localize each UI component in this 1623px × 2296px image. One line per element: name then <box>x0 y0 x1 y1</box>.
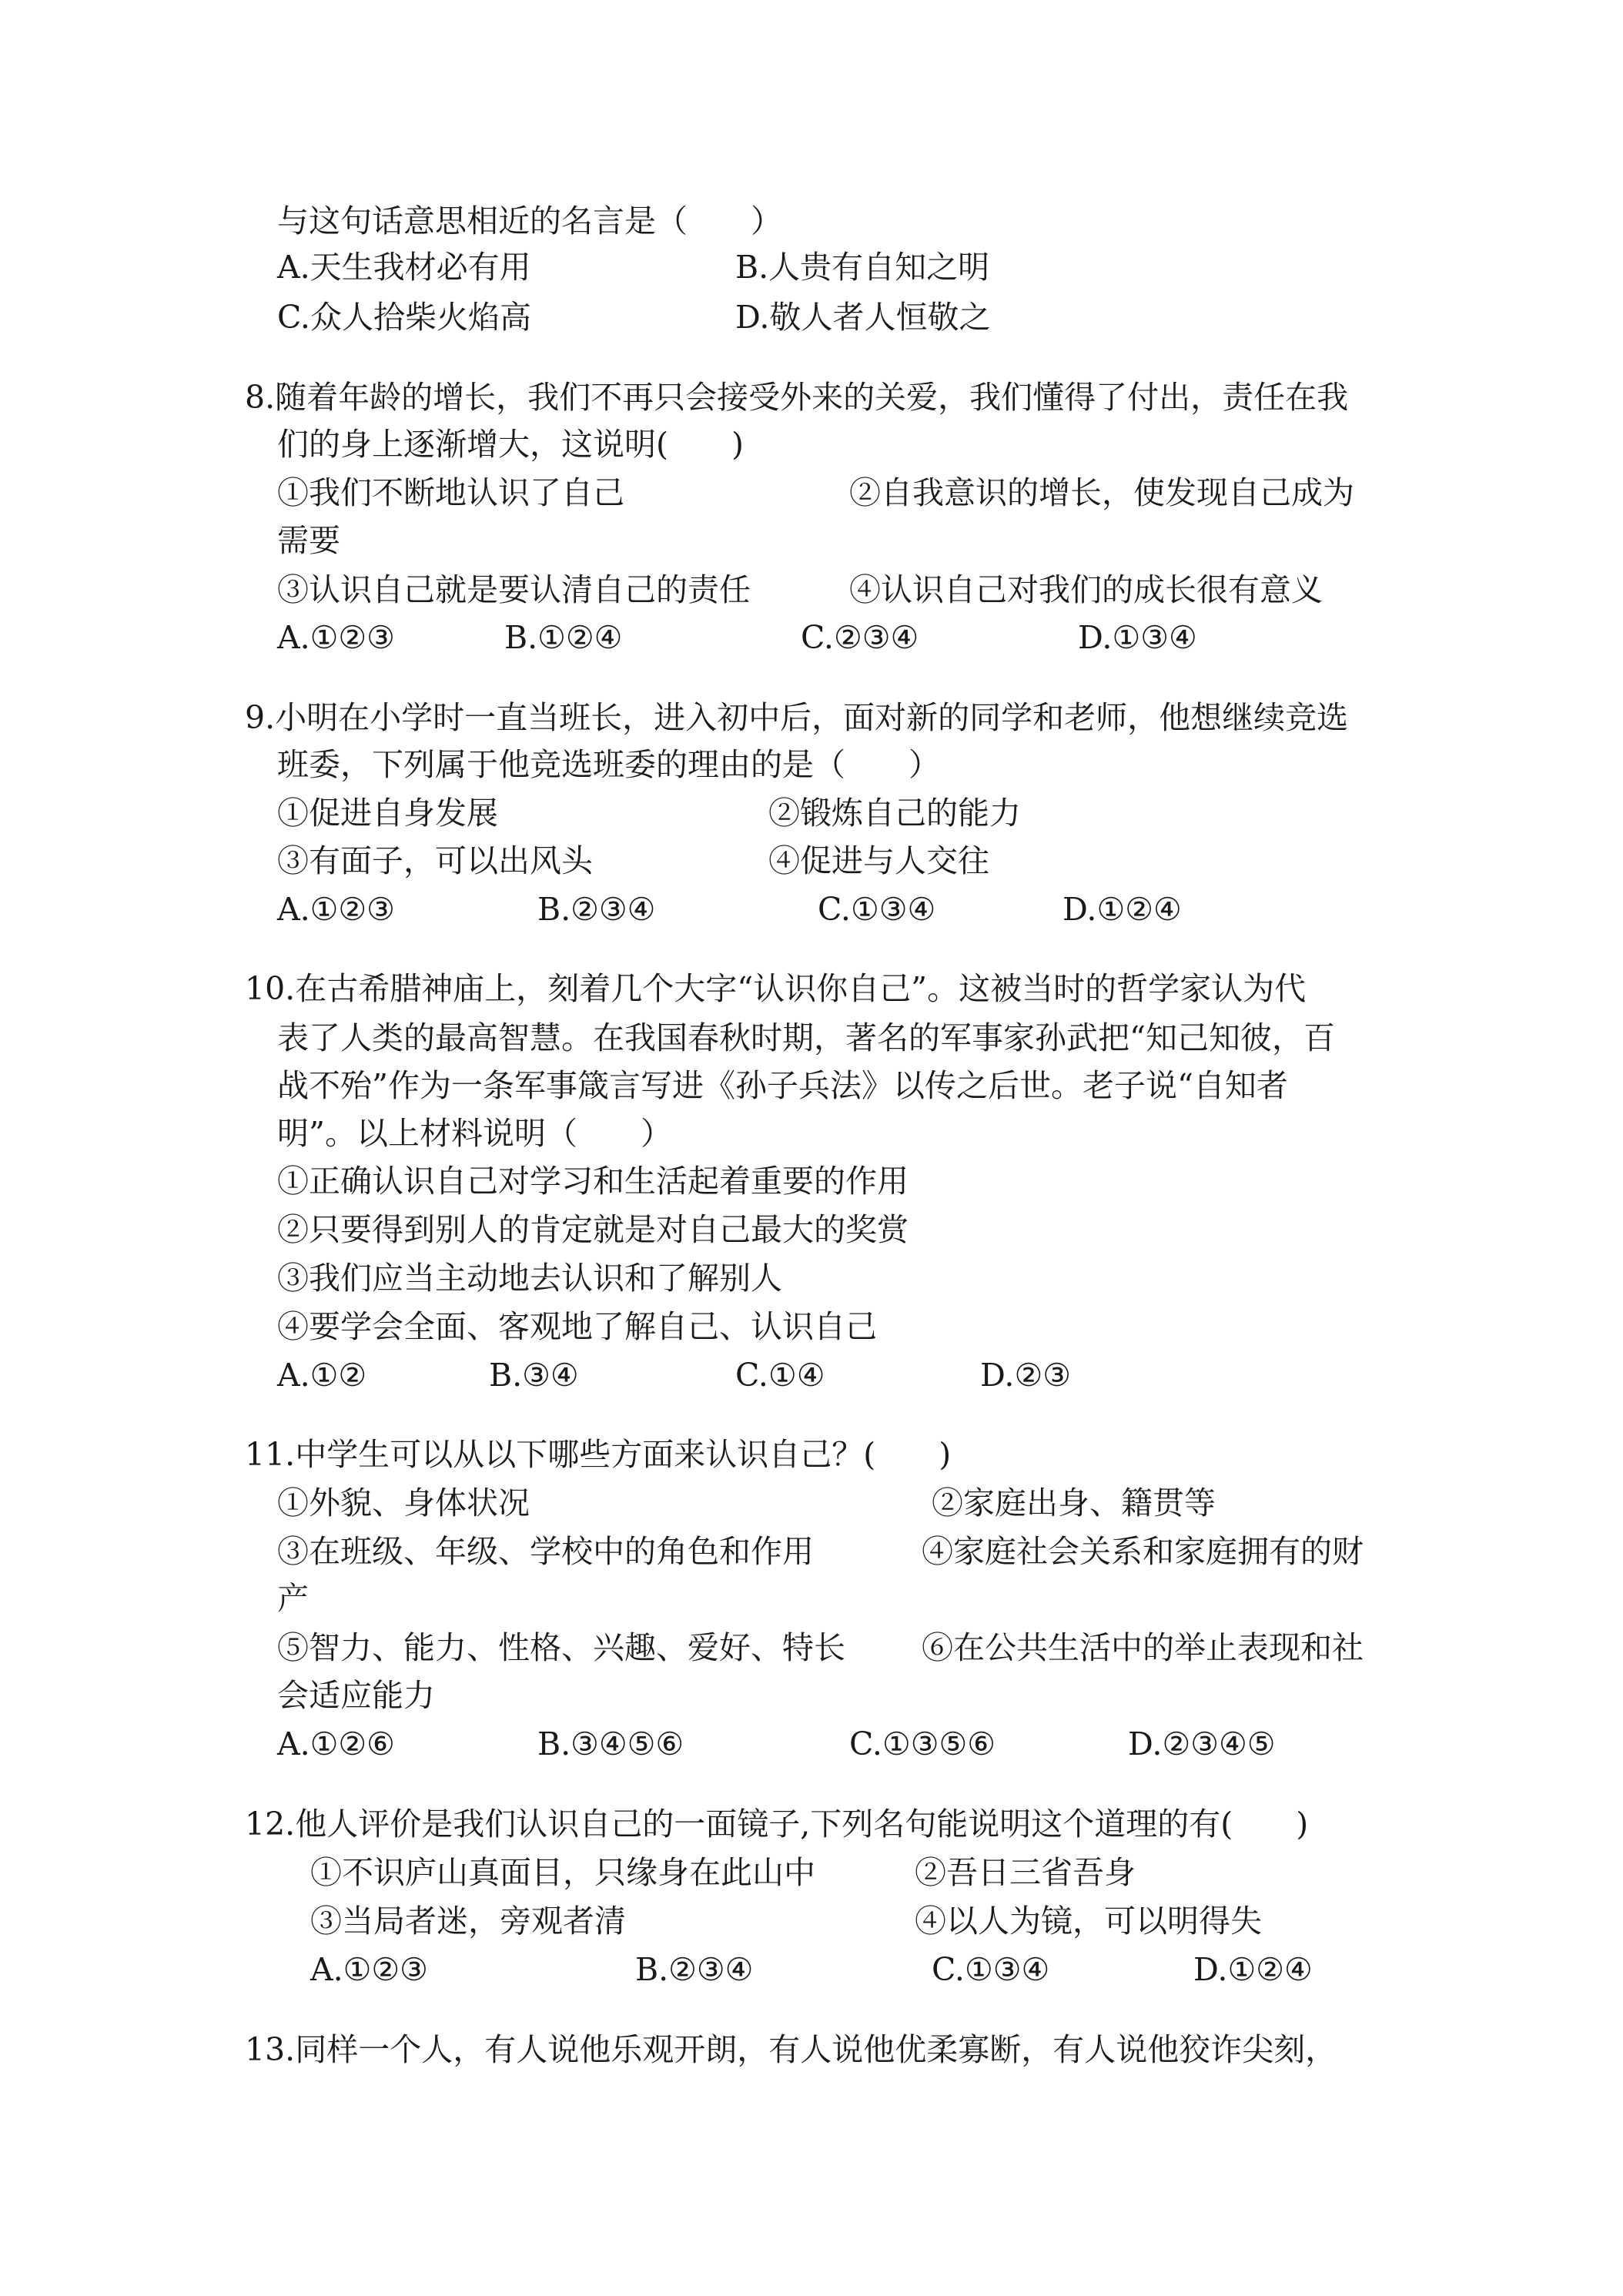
q11-option-d: D.②③④⑤ <box>1128 1725 1276 1762</box>
q8-statement-3: ③认识自己就是要认清自己的责任 <box>277 571 751 608</box>
q8-option-d: D.①③④ <box>1078 619 1197 656</box>
q11-statement-3: ③在班级、年级、学校中的角色和作用 <box>277 1533 814 1570</box>
q11-option-a: A.①②⑥ <box>277 1725 395 1762</box>
q8-statement-4: ④认识自己对我们的成长很有意义 <box>849 571 1323 608</box>
q9-statement-3: ③有面子，可以出风头 <box>277 842 593 879</box>
q11-statement-6-cont: 会适应能力 <box>277 1677 435 1714</box>
q8-statement-1: ①我们不断地认识了自己 <box>277 474 624 511</box>
q9-statement-2: ②锻炼自己的能力 <box>768 795 1021 832</box>
q11-statement-1: ①外貌、身体状况 <box>277 1484 530 1521</box>
q9-stem-line2: 班委，下列属于他竞选班委的理由的是（ ） <box>277 746 940 783</box>
q10-stem-line1: 10.在古希腊神庙上，刻着几个大字“认识你自己”。这被当时的哲学家认为代 <box>245 970 1307 1007</box>
q9-option-b: B.②③④ <box>537 891 656 928</box>
q10-statement-4: ④要学会全面、客观地了解自己、认识自己 <box>277 1308 877 1345</box>
q12-statement-2: ②吾日三省吾身 <box>915 1854 1136 1891</box>
q10-stem-line3: 战不殆”作为一条军事箴言写进《孙子兵法》以传之后世。老子说“自知者 <box>277 1067 1288 1104</box>
q9-option-c: C.①③④ <box>818 891 936 928</box>
q12-option-d: D.①②④ <box>1193 1951 1313 1988</box>
q10-statement-2: ②只要得到别人的肯定就是对自己最大的奖赏 <box>277 1211 909 1248</box>
q8-statement-2: ②自我意识的增长，使发现自己成为 <box>849 474 1354 511</box>
q8-statement-2-cont: 需要 <box>277 522 340 559</box>
q9-statement-4: ④促进与人交往 <box>768 842 989 879</box>
q7-option-a: A.天生我材必有用 <box>277 249 531 286</box>
q10-statement-3: ③我们应当主动地去认识和了解别人 <box>277 1260 782 1297</box>
q12-statement-4: ④以人为镜，可以明得失 <box>915 1903 1262 1940</box>
q8-stem-line1: 8.随着年龄的增长，我们不再只会接受外来的关爱，我们懂得了付出，责任在我 <box>245 379 1349 416</box>
q9-stem-line1: 9.小明在小学时一直当班长，进入初中后，面对新的同学和老师，他想继续竞选 <box>245 699 1349 736</box>
q8-option-a: A.①②③ <box>277 619 395 656</box>
q12-option-a: A.①②③ <box>310 1951 428 1988</box>
q11-statement-6: ⑥在公共生活中的举止表现和社 <box>922 1629 1364 1666</box>
q7-option-c: C.众人拾柴火焰高 <box>277 299 531 336</box>
q8-option-b: B.①②④ <box>504 619 623 656</box>
q7-option-b: B.人贵有自知之明 <box>735 249 990 286</box>
q10-statement-1: ①正确认识自己对学习和生活起着重要的作用 <box>277 1163 909 1200</box>
q10-option-d: D.②③ <box>980 1357 1071 1394</box>
q11-option-b: B.③④⑤⑥ <box>537 1725 684 1762</box>
q12-statement-3: ③当局者迷，旁观者清 <box>310 1903 626 1940</box>
q8-option-c: C.②③④ <box>801 619 919 656</box>
q11-option-c: C.①③⑤⑥ <box>849 1725 996 1762</box>
q10-option-b: B.③④ <box>489 1357 579 1394</box>
q11-statement-5: ⑤智力、能力、性格、兴趣、爱好、特长 <box>277 1629 845 1666</box>
q9-option-d: D.①②④ <box>1062 891 1182 928</box>
q9-statement-1: ①促进自身发展 <box>277 795 498 832</box>
q13-stem-line1: 13.同样一个人，有人说他乐观开朗，有人说他优柔寡断，有人说他狡诈尖刻， <box>245 2031 1337 2068</box>
q11-statement-4-cont: 产 <box>277 1580 309 1617</box>
q12-option-c: C.①③④ <box>932 1951 1050 1988</box>
q11-stem: 11.中学生可以从以下哪些方面来认识自己？( ) <box>245 1436 952 1473</box>
q10-stem-line4: 明”。以上材料说明（ ） <box>277 1115 672 1152</box>
q9-option-a: A.①②③ <box>277 891 395 928</box>
q12-option-b: B.②③④ <box>635 1951 754 1988</box>
q7-option-d: D.敬人者人恒敬之 <box>735 299 991 336</box>
q7-stem: 与这句话意思相近的名言是（ ） <box>277 202 782 239</box>
q8-stem-line2: 们的身上逐渐增大，这说明( ) <box>277 426 744 463</box>
q12-statement-1: ①不识庐山真面目，只缘身在此山中 <box>310 1854 815 1891</box>
q12-stem: 12.他人评价是我们认识自己的一面镜子,下列名句能说明这个道理的有( ) <box>245 1806 1309 1842</box>
q10-option-a: A.①② <box>277 1357 367 1394</box>
q11-statement-4: ④家庭社会关系和家庭拥有的财 <box>922 1533 1364 1570</box>
q10-option-c: C.①④ <box>735 1357 825 1394</box>
q10-stem-line2: 表了人类的最高智慧。在我国春秋时期，著名的军事家孙武把“知己知彼，百 <box>277 1019 1335 1056</box>
q11-statement-2: ②家庭出身、籍贯等 <box>932 1484 1216 1521</box>
